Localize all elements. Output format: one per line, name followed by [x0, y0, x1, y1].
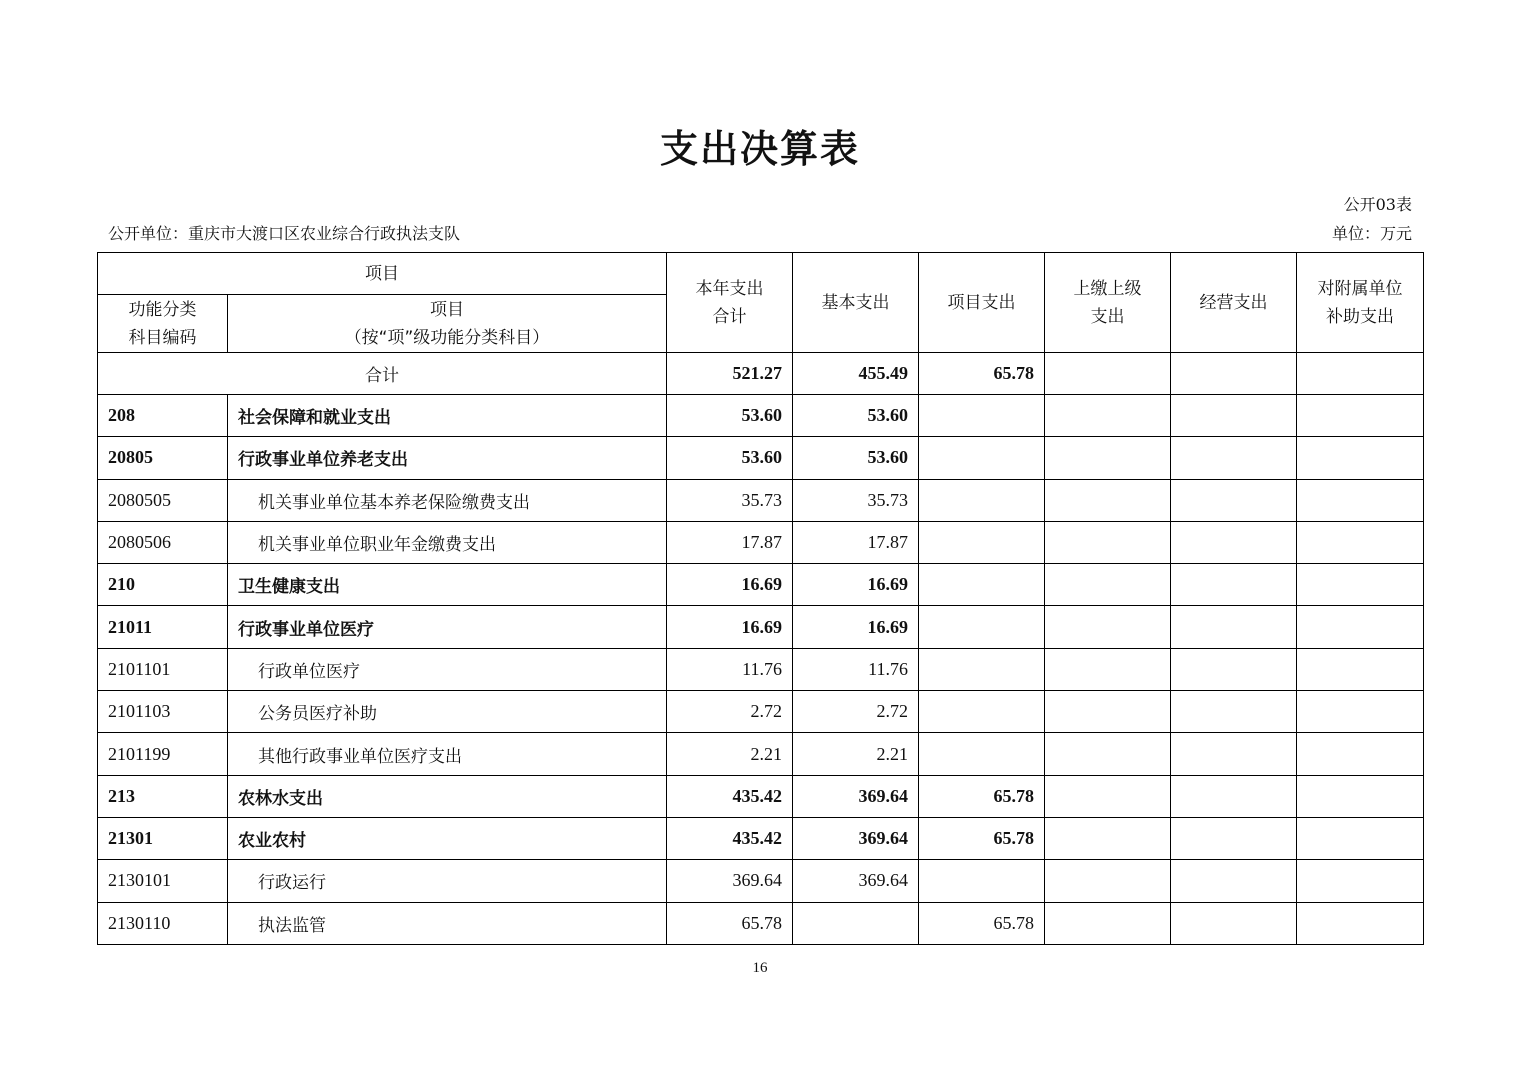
cell-subsidy	[1297, 648, 1424, 690]
header-subsidy	[1297, 253, 1424, 353]
table-row	[98, 902, 1424, 944]
cell-code: 2101101	[98, 648, 228, 690]
cell-project	[919, 564, 1045, 606]
cell-project: 65.78	[919, 902, 1045, 944]
total-cell-business	[1171, 353, 1297, 395]
cell-total: 53.60	[667, 395, 793, 437]
cell-project	[919, 691, 1045, 733]
cell-project	[919, 395, 1045, 437]
cell-subsidy	[1297, 521, 1424, 563]
table-row	[98, 775, 1424, 817]
cell-project: 65.78	[919, 775, 1045, 817]
cell-upper	[1045, 648, 1171, 690]
total-cell-upper	[1045, 353, 1171, 395]
cell-upper	[1045, 691, 1171, 733]
cell-basic: 2.21	[793, 733, 919, 775]
cell-basic: 369.64	[793, 817, 919, 859]
cell-name: 农业农村	[228, 817, 667, 859]
cell-business	[1171, 691, 1297, 733]
cell-code: 21011	[98, 606, 228, 648]
cell-upper	[1045, 395, 1171, 437]
cell-project	[919, 437, 1045, 479]
header-total-line1: 本年支出	[695, 278, 764, 299]
cell-total: 53.60	[667, 437, 793, 479]
form-number: 公开03表	[1343, 195, 1412, 214]
page-title: 支出决算表	[659, 127, 860, 171]
cell-subsidy	[1297, 395, 1424, 437]
cell-business	[1171, 395, 1297, 437]
cell-name: 社会保障和就业支出	[228, 395, 667, 437]
cell-upper	[1045, 606, 1171, 648]
cell-total: 65.78	[667, 902, 793, 944]
cell-name: 行政单位医疗	[228, 648, 667, 690]
cell-subsidy	[1297, 606, 1424, 648]
cell-business	[1171, 437, 1297, 479]
cell-name: 行政事业单位养老支出	[228, 437, 667, 479]
header-business: 经营支出	[1171, 253, 1297, 353]
header-total-line2: 合计	[712, 306, 747, 327]
cell-name: 卫生健康支出	[228, 564, 667, 606]
total-label: 合计	[98, 353, 667, 395]
cell-code: 2130101	[98, 860, 228, 902]
cell-basic: 53.60	[793, 395, 919, 437]
cell-name: 公务员医疗补助	[228, 691, 667, 733]
cell-business	[1171, 521, 1297, 563]
cell-basic: 17.87	[793, 521, 919, 563]
cell-subsidy	[1297, 817, 1424, 859]
cell-name: 执法监管	[228, 902, 667, 944]
cell-subsidy	[1297, 564, 1424, 606]
cell-basic: 369.64	[793, 775, 919, 817]
cell-code: 208	[98, 395, 228, 437]
cell-total: 2.21	[667, 733, 793, 775]
cell-project	[919, 860, 1045, 902]
total-cell-basic: 455.49	[793, 353, 919, 395]
cell-basic: 53.60	[793, 437, 919, 479]
cell-basic: 11.76	[793, 648, 919, 690]
cell-basic: 35.73	[793, 479, 919, 521]
header-code-line2: 科目编码	[128, 327, 197, 348]
cell-total: 16.69	[667, 606, 793, 648]
total-row	[98, 353, 1424, 395]
cell-code: 20805	[98, 437, 228, 479]
cell-business	[1171, 733, 1297, 775]
cell-upper	[1045, 564, 1171, 606]
cell-basic: 369.64	[793, 860, 919, 902]
cell-subsidy	[1297, 691, 1424, 733]
header-project: 项目支出	[919, 253, 1045, 353]
cell-code: 2080506	[98, 521, 228, 563]
cell-name: 机关事业单位职业年金缴费支出	[228, 521, 667, 563]
table-row	[98, 606, 1424, 648]
table-row	[98, 521, 1424, 563]
header-code-line1: 功能分类	[128, 299, 197, 320]
cell-project	[919, 733, 1045, 775]
cell-total: 435.42	[667, 775, 793, 817]
cell-code: 2101199	[98, 733, 228, 775]
cell-project: 65.78	[919, 817, 1045, 859]
header-basic: 基本支出	[793, 253, 919, 353]
table-row	[98, 860, 1424, 902]
table-row	[98, 691, 1424, 733]
page-number: 16	[752, 960, 768, 976]
cell-code: 2101103	[98, 691, 228, 733]
cell-basic: 2.72	[793, 691, 919, 733]
header-upper-line1: 上缴上级	[1073, 278, 1142, 299]
table-row	[98, 564, 1424, 606]
cell-project	[919, 479, 1045, 521]
cell-upper	[1045, 817, 1171, 859]
header-code	[98, 295, 228, 353]
table-row	[98, 395, 1424, 437]
cell-subsidy	[1297, 733, 1424, 775]
header-name	[228, 295, 667, 353]
total-cell-project: 65.78	[919, 353, 1045, 395]
table-row	[98, 437, 1424, 479]
cell-upper	[1045, 437, 1171, 479]
cell-subsidy	[1297, 860, 1424, 902]
expenditure-table	[97, 252, 1424, 945]
cell-name: 行政运行	[228, 860, 667, 902]
cell-upper	[1045, 775, 1171, 817]
table-row	[98, 733, 1424, 775]
cell-code: 2130110	[98, 902, 228, 944]
cell-upper	[1045, 479, 1171, 521]
cell-code: 2080505	[98, 479, 228, 521]
table-row	[98, 817, 1424, 859]
total-cell-subsidy	[1297, 353, 1424, 395]
cell-business	[1171, 648, 1297, 690]
cell-project	[919, 521, 1045, 563]
cell-subsidy	[1297, 775, 1424, 817]
header-name-line1: 项目	[430, 299, 464, 320]
cell-name: 农林水支出	[228, 775, 667, 817]
cell-business	[1171, 606, 1297, 648]
header-upper	[1045, 253, 1171, 353]
cell-total: 17.87	[667, 521, 793, 563]
cell-subsidy	[1297, 902, 1424, 944]
table-row	[98, 648, 1424, 690]
cell-basic: 16.69	[793, 606, 919, 648]
header-item: 项目	[98, 253, 667, 295]
cell-business	[1171, 902, 1297, 944]
cell-code: 213	[98, 775, 228, 817]
cell-business	[1171, 817, 1297, 859]
cell-basic: 16.69	[793, 564, 919, 606]
cell-total: 11.76	[667, 648, 793, 690]
cell-project	[919, 648, 1045, 690]
cell-business	[1171, 564, 1297, 606]
cell-subsidy	[1297, 437, 1424, 479]
header-subsidy-line1: 对附属单位	[1317, 278, 1403, 299]
cell-business	[1171, 860, 1297, 902]
cell-total: 435.42	[667, 817, 793, 859]
cell-project	[919, 606, 1045, 648]
header-upper-line2: 支出	[1090, 306, 1125, 327]
cell-name: 行政事业单位医疗	[228, 606, 667, 648]
cell-upper	[1045, 860, 1171, 902]
cell-code: 21301	[98, 817, 228, 859]
cell-total: 369.64	[667, 860, 793, 902]
cell-total: 35.73	[667, 479, 793, 521]
cell-upper	[1045, 902, 1171, 944]
cell-total: 2.72	[667, 691, 793, 733]
table-row	[98, 479, 1424, 521]
cell-code: 210	[98, 564, 228, 606]
cell-name: 其他行政事业单位医疗支出	[228, 733, 667, 775]
currency-unit: 单位：万元	[1331, 224, 1412, 243]
reporting-unit: 公开单位：重庆市大渡口区农业综合行政执法支队	[108, 224, 461, 243]
cell-business	[1171, 775, 1297, 817]
total-cell-total: 521.27	[667, 353, 793, 395]
cell-upper	[1045, 521, 1171, 563]
cell-business	[1171, 479, 1297, 521]
cell-basic	[793, 902, 919, 944]
cell-total: 16.69	[667, 564, 793, 606]
header-name-line2: （按“项”级功能分类科目）	[344, 327, 550, 348]
header-total	[667, 253, 793, 353]
header-subsidy-line2: 补助支出	[1326, 306, 1394, 327]
cell-upper	[1045, 733, 1171, 775]
cell-subsidy	[1297, 479, 1424, 521]
cell-name: 机关事业单位基本养老保险缴费支出	[228, 479, 667, 521]
